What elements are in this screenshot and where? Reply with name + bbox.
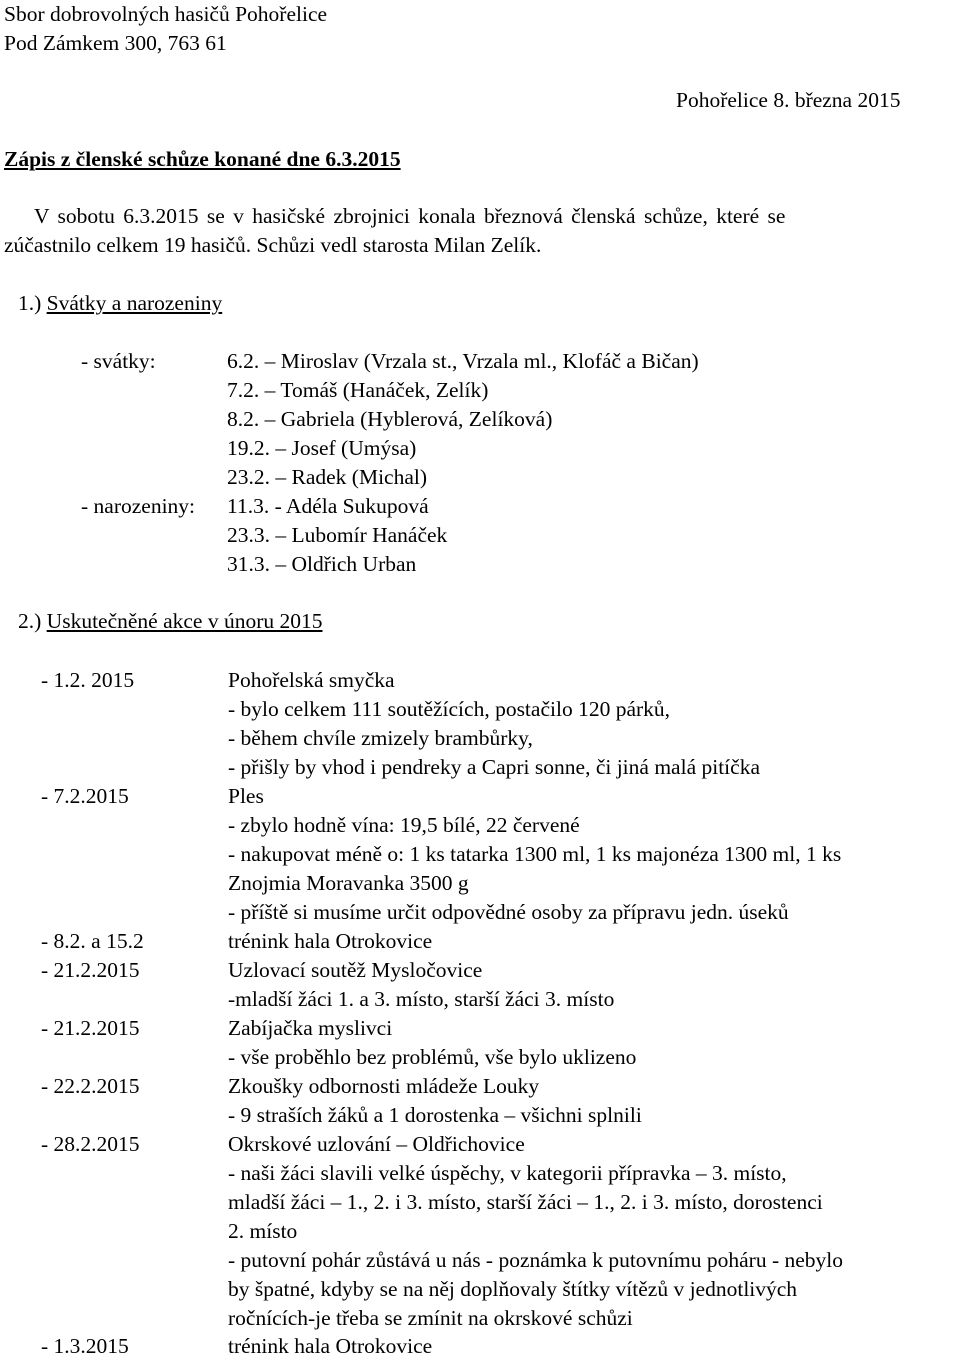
event-note: -mladší žáci 1. a 3. místo, starší žáci 3. místo	[228, 987, 615, 1011]
event-note: - vše proběhlo bez problémů, vše bylo uklizeno	[228, 1045, 637, 1069]
event-title: Uzlovací soutěž Mysločovice	[228, 958, 483, 982]
section-1-title: Svátky a narozeniny	[46, 291, 223, 315]
event-note: - příště si musíme určit odpovědné osoby za přípravu jedn. úseků	[228, 900, 789, 924]
event-note: - přišly by vhod i pendreky a Capri sonne, či jiná malá pitíčka	[228, 755, 760, 779]
event-date: - 22.2.2015	[41, 1074, 140, 1098]
event-note: Znojmia Moravanka 3500 g	[228, 871, 469, 895]
intro-line-1: V sobotu 6.3.2015 se v hasičské zbrojnici konala březnová členská schůze, které se	[34, 204, 786, 228]
svatky-item: 19.2. – Josef (Umýsa)	[227, 436, 417, 460]
event-note: - putovní pohár zůstává u nás - poznámka k putovnímu poháru - nebylo	[228, 1248, 843, 1272]
event-date: - 28.2.2015	[41, 1132, 140, 1156]
svatky-item: 7.2. – Tomáš (Hanáček, Zelík)	[227, 378, 489, 402]
event-date: - 21.2.2015	[41, 958, 140, 982]
event-date: - 21.2.2015	[41, 1016, 140, 1040]
event-note: by špatné, kdyby se na něj doplňovaly štítky vítězů v jednotlivých	[228, 1277, 798, 1301]
event-note: - nakupovat méně o: 1 ks tatarka 1300 ml, 1 ks majonéza 1300 ml, 1 ks	[228, 842, 842, 866]
svatky-item: 23.2. – Radek (Michal)	[227, 465, 428, 489]
section-2-heading	[18, 607, 323, 636]
event-title: Pohořelská smyčka	[228, 668, 395, 692]
place-date: Pohořelice 8. března 2015	[676, 88, 901, 112]
event-title: Zkoušky odbornosti mládeže Louky	[228, 1074, 540, 1098]
event-note: - 9 straších žáků a 1 dorostenka – všichni splnili	[228, 1103, 642, 1127]
event-note: - naši žáci slavili velké úspěchy, v kategorii přípravka – 3. místo,	[228, 1161, 787, 1185]
section-2-number: 2.)	[18, 609, 42, 633]
event-date: - 8.2. a 15.2	[41, 929, 144, 953]
svatky-label: - svátky:	[81, 349, 156, 373]
event-note: 2. místo	[228, 1219, 298, 1243]
narozeniny-item: 11.3. - Adéla Sukupová	[227, 494, 429, 518]
event-title: Ples	[228, 784, 264, 808]
event-note: - zbylo hodně vína: 19,5 bílé, 22 červené	[228, 813, 580, 837]
event-note: - během chvíle zmizely brambůrky,	[228, 726, 533, 750]
event-title: trénink hala Otrokovice	[228, 929, 433, 953]
event-date: - 1.2. 2015	[41, 668, 135, 692]
event-title: trénink hala Otrokovice	[228, 1334, 433, 1358]
event-title: Zabíjačka myslivci	[228, 1016, 393, 1040]
narozeniny-item: 23.3. – Lubomír Hanáček	[227, 523, 448, 547]
event-date: - 7.2.2015	[41, 784, 129, 808]
intro-line-2: zúčastnilo celkem 19 hasičů. Schůzi vedl starosta Milan Zelík.	[4, 233, 542, 257]
event-date: - 1.3.2015	[41, 1334, 129, 1358]
narozeniny-item: 31.3. – Oldřich Urban	[227, 552, 417, 576]
org-address: Pod Zámkem 300, 763 61	[4, 31, 227, 55]
event-title: Okrskové uzlování – Oldřichovice	[228, 1132, 525, 1156]
event-note: ročnících-je třeba se zmínit na okrskové schůzi	[228, 1306, 633, 1330]
section-1-number: 1.)	[18, 291, 42, 315]
event-note: - bylo celkem 111 soutěžících, postačilo 120 párků,	[228, 697, 671, 721]
document-title: Zápis z členské schůze konané dne 6.3.2015	[4, 147, 401, 171]
event-note: mladší žáci – 1., 2. i 3. místo, starší žáci – 1., 2. i 3. místo, dorostenci	[228, 1190, 823, 1214]
section-2-title: Uskutečněné akce v únoru 2015	[46, 609, 323, 633]
org-name: Sbor dobrovolných hasičů Pohořelice	[4, 2, 328, 26]
svatky-item: 6.2. – Miroslav (Vrzala st., Vrzala ml., Klofáč a Bičan)	[227, 349, 699, 373]
narozeniny-label: - narozeniny:	[81, 494, 196, 518]
section-1-heading	[18, 289, 222, 318]
svatky-item: 8.2. – Gabriela (Hyblerová, Zelíková)	[227, 407, 553, 431]
